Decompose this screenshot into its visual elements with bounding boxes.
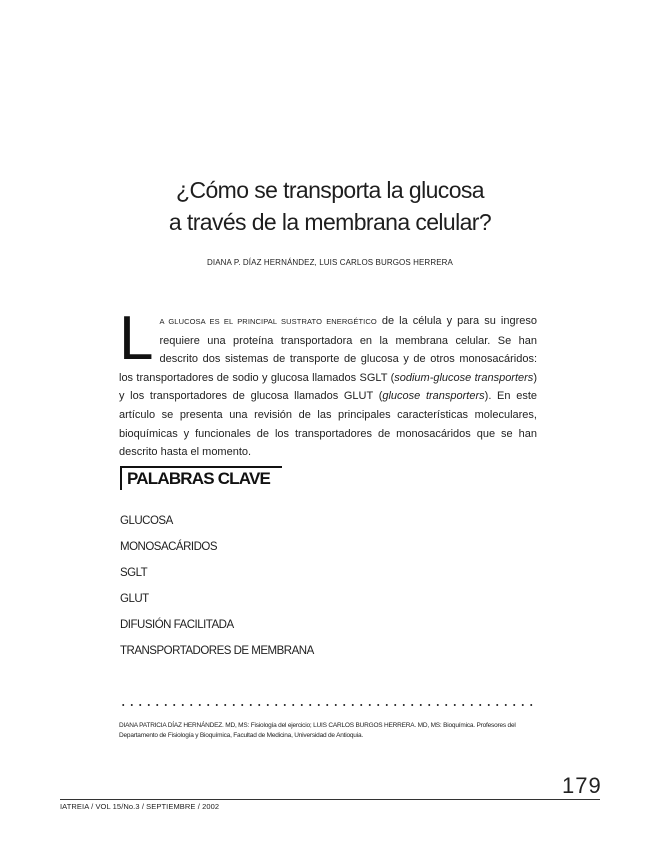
keywords-header-left-rule bbox=[120, 466, 122, 490]
abstract-italic-1: sodium-glucose transporters bbox=[394, 371, 534, 384]
abstract bbox=[119, 304, 537, 462]
keyword-item: DIFUSIÓN FACILITADA bbox=[120, 619, 234, 631]
keyword-item: TRANSPORTADORES DE MEMBRANA bbox=[120, 645, 314, 657]
abstract-text-3: ). En este artículo se presenta una revisión de las principales características moleculares, bioquímicas y funcionales de los transportadores de monosacáridos que se han descrito hasta el momento. bbox=[119, 390, 537, 459]
abstract-dropcap: L bbox=[119, 304, 154, 373]
keywords-list bbox=[120, 508, 314, 664]
abstract-text-1: de la célula y para su ingreso requiere una proteína transportadora en la membrana celular. Se han descrito dos sistemas de transporte de glucosa y de otros monosacáridos: los transportadores de sodio y glucosa llamados SGLT ( bbox=[119, 315, 537, 384]
abstract-italic-2: glucose transporters bbox=[382, 390, 485, 403]
keywords-heading: PALABRAS CLAVE bbox=[127, 469, 271, 488]
keyword-item: SGLT bbox=[120, 567, 148, 579]
keywords-header bbox=[120, 466, 282, 490]
journal-citation: IATREIA / VOL 15/No.3 / SEPTIEMBRE / 2002 bbox=[60, 802, 220, 811]
keyword-item: GLUT bbox=[120, 593, 149, 605]
article-title-line-1: ¿Cómo se transporta la glucosa bbox=[176, 177, 484, 203]
article-title bbox=[0, 174, 660, 238]
keywords-header-top-rule bbox=[120, 466, 282, 468]
dotted-separator bbox=[119, 703, 537, 707]
article-authors: DIANA P. DÍAZ HERNÁNDEZ, LUIS CARLOS BURGOS HERRERA bbox=[207, 258, 453, 267]
author-affiliation: DIANA PATRICIA DÍAZ HERNÁNDEZ. MD, MS: Fisiología del ejercicio; LUIS CARLOS BURGOS HERRERA. MD, MS: Bioquímica. Profesores del Departamento de Fisiología y Bioquímica, Facultad de Medicina, Universidad de Antioquia. bbox=[119, 722, 516, 739]
keyword-item: GLUCOSA bbox=[120, 515, 173, 527]
abstract-text-2: ) y los transportadores de glucosa llamados GLUT ( bbox=[119, 371, 537, 403]
keyword-item: MONOSACÁRIDOS bbox=[120, 541, 218, 553]
article-title-line-2: a través de la membrana celular? bbox=[168, 209, 492, 235]
abstract-lead-smallcaps: A GLUCOSA ES EL PRINCIPAL SUSTRATO ENERGÉTICO bbox=[159, 317, 377, 326]
footer-rule bbox=[60, 799, 600, 800]
page-number: 179 bbox=[562, 773, 602, 798]
